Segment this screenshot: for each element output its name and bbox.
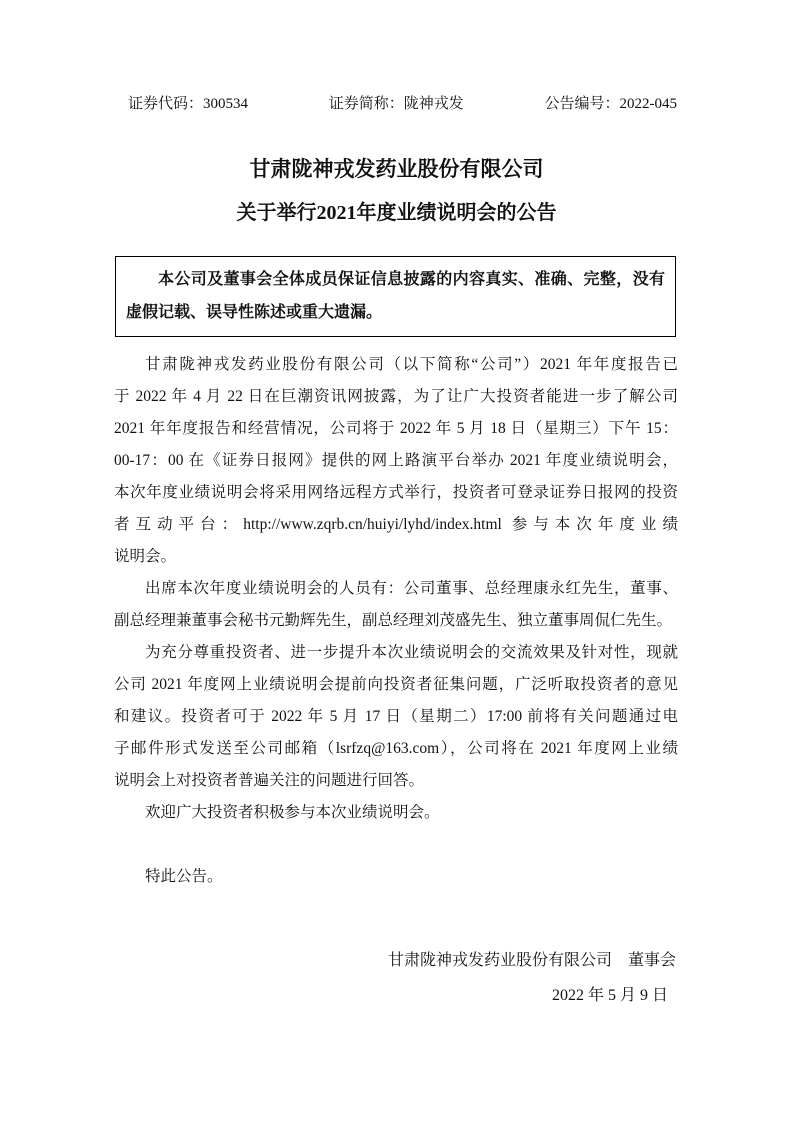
text-line: 出席本次年度业绩说明会的人员有：公司董事、总经理康永红先生，董事、 xyxy=(145,580,678,597)
text-line: 于 2022 年 4 月 22 日在巨潮资讯网披露，为了让广大投资者能进一步了解公司 xyxy=(114,388,678,405)
text-line: 说明会。 xyxy=(114,548,177,565)
text-line: 说明会上对投资者普遍关注的问题进行回答。 xyxy=(114,772,425,789)
disclaimer-box xyxy=(115,256,676,337)
text-line: 2021 年年度报告和经营情况，公司将于 2022 年 5 月 18 日（星期三）下午 15： xyxy=(114,420,678,437)
company-title: 甘肃陇神戎发药业股份有限公司 xyxy=(249,157,544,181)
text-line: 甘肃陇神戎发药业股份有限公司（以下简称“公司”）2021 年年度报告已 xyxy=(145,356,678,373)
text-line: 副总经理兼董事会秘书元勤辉先生，副总经理刘茂盛先生、独立董事周侃仁先生。 xyxy=(114,612,673,629)
document-body xyxy=(114,349,678,829)
announcement-title: 关于举行2021年度业绩说明会的公告 xyxy=(236,202,557,224)
text-line: 本公司及董事会全体成员保证信息披露的内容真实、准确、完整，没有 xyxy=(158,271,665,288)
text-line: 和建议。投资者可于 2022 年 5 月 17 日（星期二）17:00 前将有关问题通过电 xyxy=(114,708,678,725)
text-line: 者互动平台：http://www.zqrb.cn/huiyi/lyhd/index.html 参与本次年度业绩 xyxy=(114,516,678,533)
signature-company: 甘肃陇神戎发药业股份有限公司 董事会 xyxy=(387,952,676,969)
text-line: 欢迎广大投资者积极参与本次业绩说明会。 xyxy=(145,804,440,821)
text-line: 公司 2021 年度网上业绩说明会提前向投资者征集问题，广泛听取投资者的意见 xyxy=(114,676,678,693)
closing-statement: 特此公告。 xyxy=(145,868,223,885)
text-line: 子邮件形式发送至公司邮箱（lsrfzq@163.com），公司将在 2021 年度网上业绩 xyxy=(114,740,678,757)
signature-date: 2022 年 5 月 9 日 xyxy=(551,987,668,1004)
text-line: 本次年度业绩说明会将采用网络远程方式举行，投资者可登录证券日报网的投资 xyxy=(114,484,678,501)
text-line: 虚假记载、误导性陈述或重大遗漏。 xyxy=(126,304,383,321)
document-header xyxy=(128,94,677,114)
stock-code: 证券代码：300534 xyxy=(128,96,249,112)
signature-block xyxy=(114,943,678,1013)
announcement-number: 公告编号：2022-045 xyxy=(544,96,677,112)
text-line: 为充分尊重投资者、进一步提升本次业绩说明会的交流效果及针对性，现就 xyxy=(145,644,678,661)
text-line: 00-17：00 在《证券日报网》提供的网上路演平台举办 2021 年度业绩说明会， xyxy=(114,452,678,469)
stock-name: 证券简称：陇神戎发 xyxy=(328,96,464,112)
